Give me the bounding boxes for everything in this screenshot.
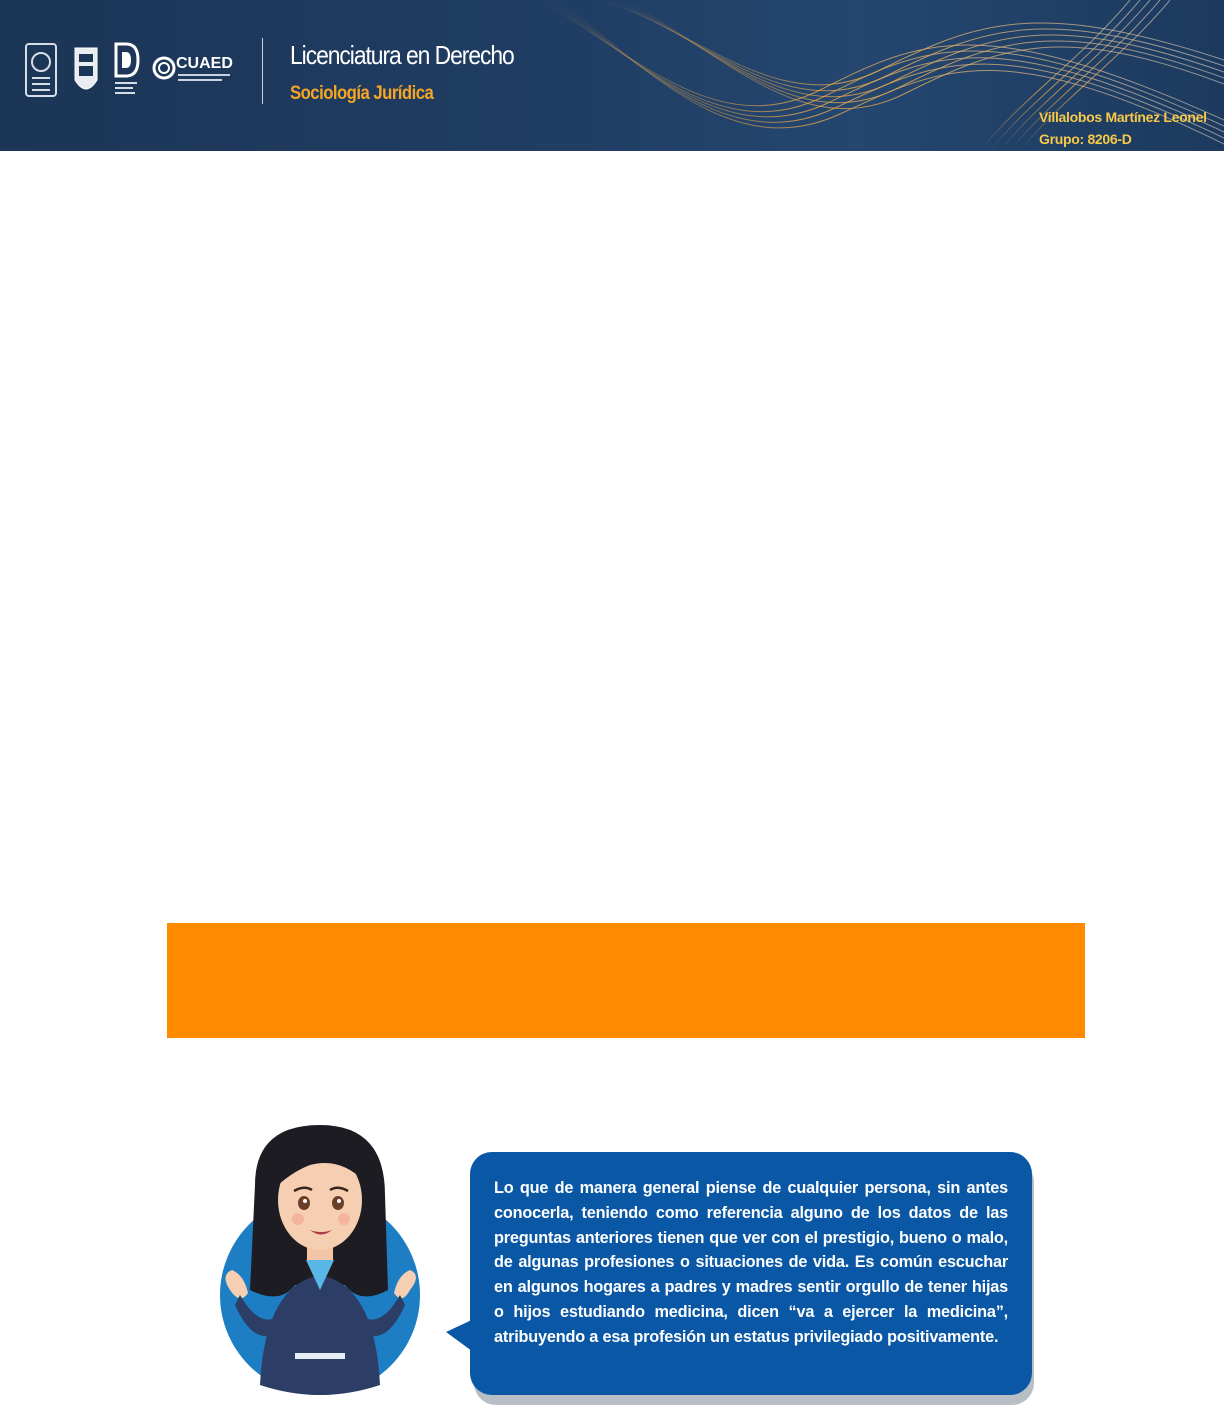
header-banner: [0, 0, 1224, 151]
unam-shield-icon: [73, 40, 99, 100]
woman-character-icon: [210, 1115, 435, 1405]
cuaed-logo-icon: [152, 44, 236, 94]
callout-text: Lo que de manera general piense de cualquier persona, sin antes conocerla, teniendo como referencia alguno de los datos de las preguntas anteriores tienen que ver con el prestigio, bueno o malo, de algunas profesiones o situaciones de vida. Es común escuchar en algunos hogares a padres y madres sentir orgullo de tener hijas o hijos estudiando medicina, dicen “va a ejercer la medicina”, atribuyendo a esa profesión un estatus privilegiado positivamente.: [494, 1179, 1008, 1346]
program-title: Licenciatura en Derecho: [290, 40, 514, 70]
header-divider: [262, 38, 263, 104]
student-group: Grupo: 8206-D: [1039, 131, 1132, 147]
student-name: Villalobos Martínez Leonel: [1039, 109, 1207, 125]
cuaed-logo-text: CUAED: [176, 55, 233, 72]
unam-crest-icon: [24, 40, 58, 100]
speech-bubble: [470, 1152, 1032, 1395]
course-title: Sociología Jurídica: [290, 83, 434, 104]
orange-banner-bar: [167, 923, 1085, 1038]
ded-logo-icon: [112, 40, 140, 102]
